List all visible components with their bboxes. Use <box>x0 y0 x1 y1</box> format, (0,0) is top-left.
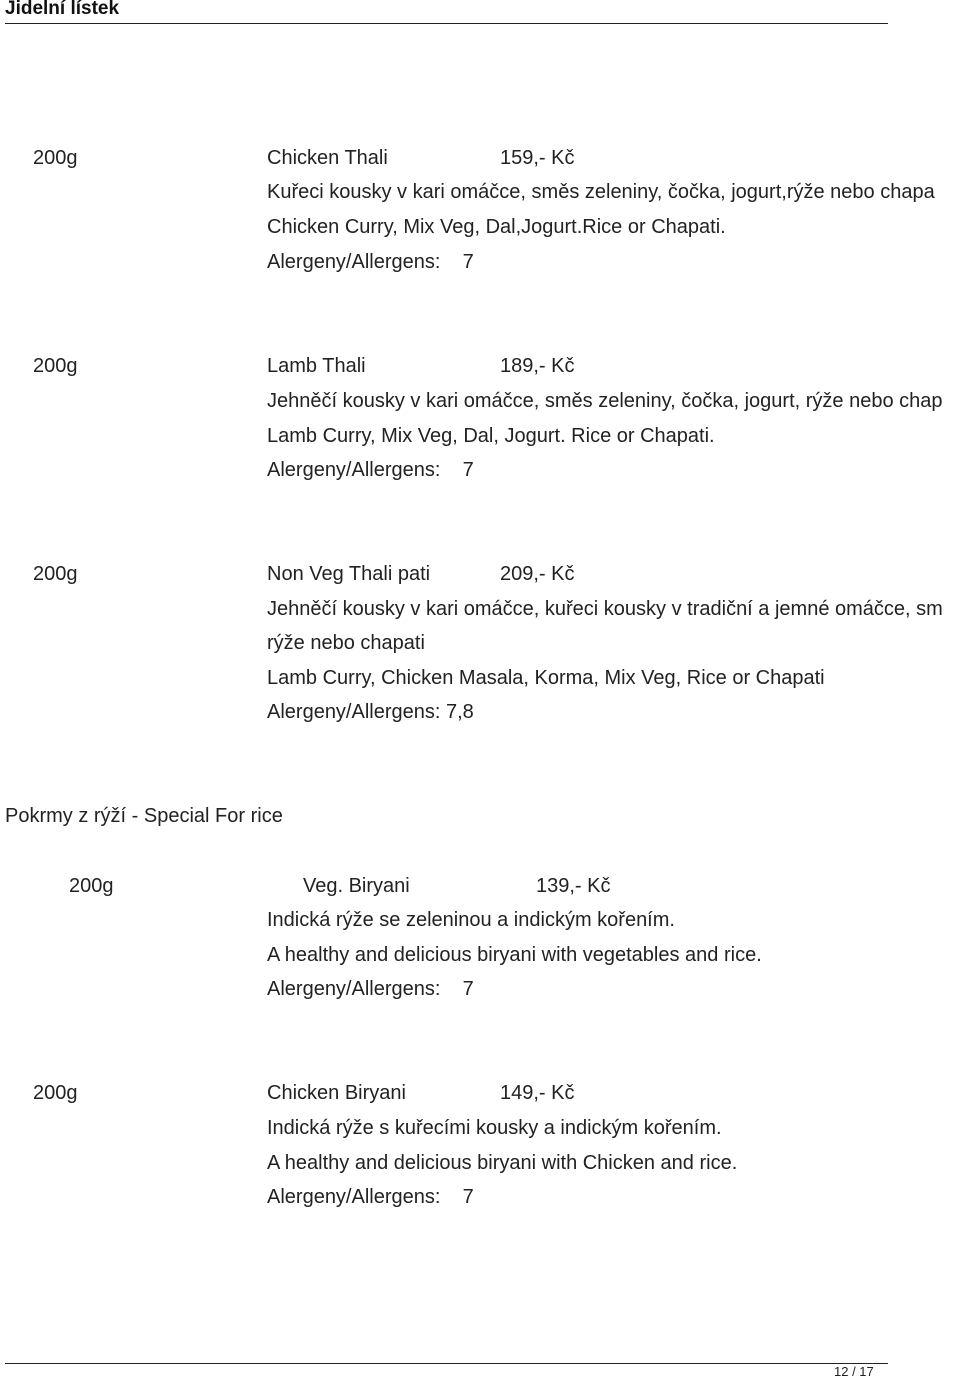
section-title: Pokrmy z rýží - Special For rice <box>5 805 283 827</box>
item-allergens: Alergeny/Allergens: 7 <box>267 1186 474 1208</box>
item-name: Lamb Thali <box>267 355 366 377</box>
item-weight: 200g <box>33 1082 78 1104</box>
item-weight: 200g <box>33 563 78 585</box>
page-title: Jidelní lístek <box>5 0 120 19</box>
item-name: Chicken Thali <box>267 147 388 169</box>
item-price: 209,- Kč <box>500 563 575 585</box>
item-description-en: Lamb Curry, Chicken Masala, Korma, Mix Veg, Rice or Chapati <box>267 667 825 689</box>
item-description-cz: Jehněčí kousky v kari omáčce, kuřeci kousky v tradiční a jemné omáčce, sm <box>267 598 943 620</box>
item-description-cz: Kuřeci kousky v kari omáčce, směs zeleniny, čočka, jogurt,rýže nebo chapa <box>267 181 935 203</box>
item-description-en: Lamb Curry, Mix Veg, Dal, Jogurt. Rice or Chapati. <box>267 425 715 447</box>
item-description-cz: Jehněčí kousky v kari omáčce, směs zeleniny, čočka, jogurt, rýže nebo chap <box>267 390 943 412</box>
item-description-cz-cont: rýže nebo chapati <box>267 632 425 654</box>
item-name: Chicken Biryani <box>267 1082 406 1104</box>
item-weight: 200g <box>69 875 114 897</box>
item-allergens: Alergeny/Allergens: 7 <box>267 978 474 1000</box>
item-price: 139,- Kč <box>536 875 611 897</box>
item-description-en: A healthy and delicious biryani with vegetables and rice. <box>267 944 762 966</box>
item-description-cz: Indická rýže se zeleninou a indickým kořením. <box>267 909 675 931</box>
item-weight: 200g <box>33 147 78 169</box>
item-price: 159,- Kč <box>500 147 575 169</box>
footer-divider <box>5 1363 888 1364</box>
header-divider <box>5 23 888 24</box>
item-description-cz: Indická rýže s kuřecími kousky a indickým kořením. <box>267 1117 722 1139</box>
item-description-en: Chicken Curry, Mix Veg, Dal,Jogurt.Rice or Chapati. <box>267 216 726 238</box>
page-number: 12 / 17 <box>834 1364 874 1379</box>
item-allergens: Alergeny/Allergens: 7 <box>267 459 474 481</box>
item-allergens: Alergeny/Allergens: 7,8 <box>267 701 474 723</box>
item-price: 149,- Kč <box>500 1082 575 1104</box>
item-price: 189,- Kč <box>500 355 575 377</box>
item-allergens: Alergeny/Allergens: 7 <box>267 251 474 273</box>
item-description-en: A healthy and delicious biryani with Chicken and rice. <box>267 1152 738 1174</box>
item-name: Veg. Biryani <box>303 875 410 897</box>
item-weight: 200g <box>33 355 78 377</box>
item-name: Non Veg Thali pati <box>267 563 431 585</box>
